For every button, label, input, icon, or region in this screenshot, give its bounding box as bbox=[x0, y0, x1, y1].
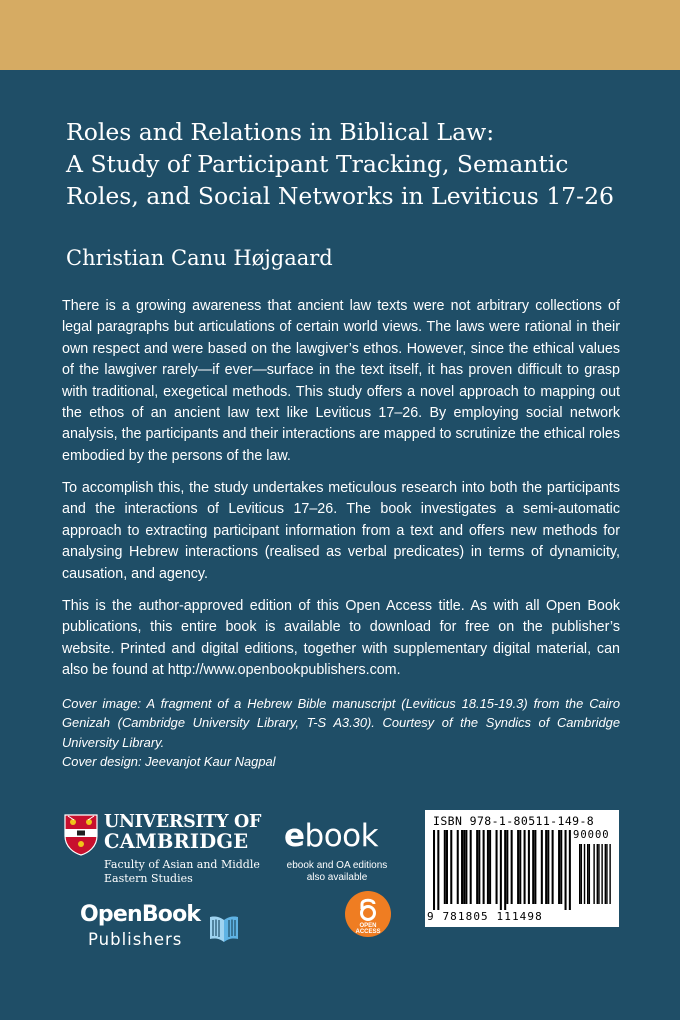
barcode-bar bbox=[470, 830, 472, 904]
ebook-sub-line1: ebook and OA editions bbox=[286, 860, 388, 871]
author-name: Christian Canu Højgaard bbox=[66, 246, 333, 270]
barcode-addon-bar bbox=[605, 844, 606, 904]
price-code: 90000 bbox=[573, 829, 610, 841]
barcode-bar bbox=[461, 830, 463, 904]
barcode-addon-bar bbox=[601, 844, 602, 904]
barcode-bar bbox=[541, 830, 543, 904]
barcode-bar bbox=[433, 830, 435, 910]
barcode-bar bbox=[560, 830, 562, 904]
openbook-logo bbox=[80, 898, 250, 958]
open-book-icon bbox=[208, 912, 240, 944]
blurb-paragraph-3: This is the author-approved edition of this Open Access title. As with all Open Book publications, this entire book is available to download for free on the publisher’s website. Printed and digital editions, together with supplementary digital material, can also be found at http://www.openbookpublishers.com. bbox=[62, 598, 620, 679]
barcode-bar bbox=[504, 830, 506, 910]
openbook-name: OpenBook bbox=[80, 902, 201, 927]
cambridge-name-line1: UNIVERSITY OF bbox=[104, 812, 262, 832]
barcode-bar bbox=[478, 830, 480, 904]
barcode-addon-bar bbox=[584, 844, 585, 904]
open-access-text bbox=[345, 923, 391, 935]
barcode-addon-bar bbox=[597, 844, 598, 904]
barcode-bar bbox=[524, 830, 526, 904]
barcode-bar bbox=[534, 830, 536, 904]
barcode-bar bbox=[532, 830, 534, 904]
ebook-badge bbox=[282, 818, 398, 968]
barcode-addon-bar bbox=[589, 844, 590, 904]
barcode-addon-bar bbox=[606, 844, 607, 904]
cambridge-name bbox=[104, 812, 261, 852]
barcode-addon-bar bbox=[581, 844, 582, 904]
barcode-addon-bar bbox=[587, 844, 588, 904]
barcode-addon-bar bbox=[598, 844, 599, 904]
openbook-publishers: Publishers bbox=[88, 930, 183, 949]
barcode-bar bbox=[545, 830, 547, 904]
title-line: Roles, and Social Networks in Leviticus 17-26 bbox=[66, 182, 614, 210]
barcode-bar bbox=[500, 830, 502, 910]
barcode-bar bbox=[446, 830, 448, 904]
cover-design-credit: Cover design: Jeevanjot Kaur Nagpal bbox=[62, 754, 276, 770]
barcode-bar bbox=[569, 830, 571, 910]
barcode-bar bbox=[487, 830, 489, 904]
barcode-bar bbox=[565, 830, 567, 910]
barcode-bar bbox=[511, 830, 513, 904]
top-color-band bbox=[0, 0, 680, 70]
oa-text-line2: ACCESS bbox=[355, 929, 381, 935]
barcode-bar bbox=[519, 830, 521, 904]
barcode-bar bbox=[457, 830, 459, 904]
barcode-bar bbox=[463, 830, 465, 904]
barcode-bar bbox=[528, 830, 530, 904]
cover-credits bbox=[62, 694, 620, 772]
cambridge-logo bbox=[64, 812, 264, 892]
barcode-bar bbox=[506, 830, 508, 904]
barcode-icon bbox=[433, 830, 613, 910]
ean-number: 9 781805 111498 bbox=[427, 910, 543, 923]
barcode-bar bbox=[476, 830, 478, 904]
barcode-bar bbox=[496, 830, 498, 904]
ebook-wordmark bbox=[284, 818, 378, 854]
isbn-barcode bbox=[425, 810, 619, 927]
cambridge-name-line2: CAMBRIDGE bbox=[104, 830, 249, 853]
barcode-bar bbox=[444, 830, 446, 904]
barcode-bar bbox=[552, 830, 554, 904]
barcode-addon-bar bbox=[609, 844, 610, 904]
faculty-line2: Eastern Studies bbox=[104, 872, 193, 885]
barcode-bar bbox=[517, 830, 519, 904]
title-line: A Study of Participant Tracking, Semantic bbox=[66, 150, 569, 178]
barcode-bar bbox=[465, 830, 467, 904]
barcode-bar bbox=[450, 830, 452, 904]
ebook-e: e bbox=[284, 818, 305, 854]
oa-text-line1: OPEN bbox=[359, 923, 377, 929]
barcode-bar bbox=[483, 830, 485, 904]
cover-image-credit: Cover image: A fragment of a Hebrew Bible manuscript (Leviticus 18.15-19.3) from the Cairo Genizah (Cambridge University Library, T-S A3.30). Courtesy of the Syndics of Cambridge University Library. bbox=[62, 696, 620, 750]
book-title bbox=[66, 116, 626, 212]
isbn-number: ISBN 978-1-80511-149-8 bbox=[433, 814, 595, 828]
blurb-paragraph-1: There is a growing awareness that ancient law texts were not arbitrary collections of legal paragraphs but articulations of certain world views. The laws were rational in their own respect and were based on the lawgiver’s ethos. However, since the ethical values of the lawgiver rarely—if ever—surface in the text itself, it has proven difficult to grasp with traditional, exegetical methods. This study offers a novel approach to mapping out the ethos of an ancient law text like Leviticus 17–26. By employing social network analysis, the participants and their interactions are mapped to scrutinize the ethical roles embodied by the persons of the law. bbox=[62, 298, 620, 464]
faculty-name bbox=[104, 858, 260, 886]
title-line: Roles and Relations in Biblical Law: bbox=[66, 118, 495, 146]
barcode-bar bbox=[547, 830, 549, 904]
barcode-bar bbox=[558, 830, 560, 904]
ebook-subtitle bbox=[282, 860, 392, 884]
barcode-bar bbox=[437, 830, 439, 910]
barcode-addon-bar bbox=[593, 844, 594, 904]
ebook-sub-line2: also available bbox=[306, 872, 368, 883]
barcode-bar bbox=[489, 830, 491, 904]
cambridge-shield-icon bbox=[64, 814, 98, 856]
faculty-line1: Faculty of Asian and Middle bbox=[104, 858, 260, 871]
ebook-word: book bbox=[304, 818, 379, 854]
barcode-addon-bar bbox=[579, 844, 580, 904]
blurb-paragraph-2: To accomplish this, the study undertakes meticulous research into both the participants and the interactions of Leviticus 17–26. The book investigates a semi-automatic approach to extracting participant information from a text and offers new methods for analysing Hebrew interactions (realised as verbal predicates) in terms of dynamicity, causation, and agency. bbox=[62, 480, 620, 582]
